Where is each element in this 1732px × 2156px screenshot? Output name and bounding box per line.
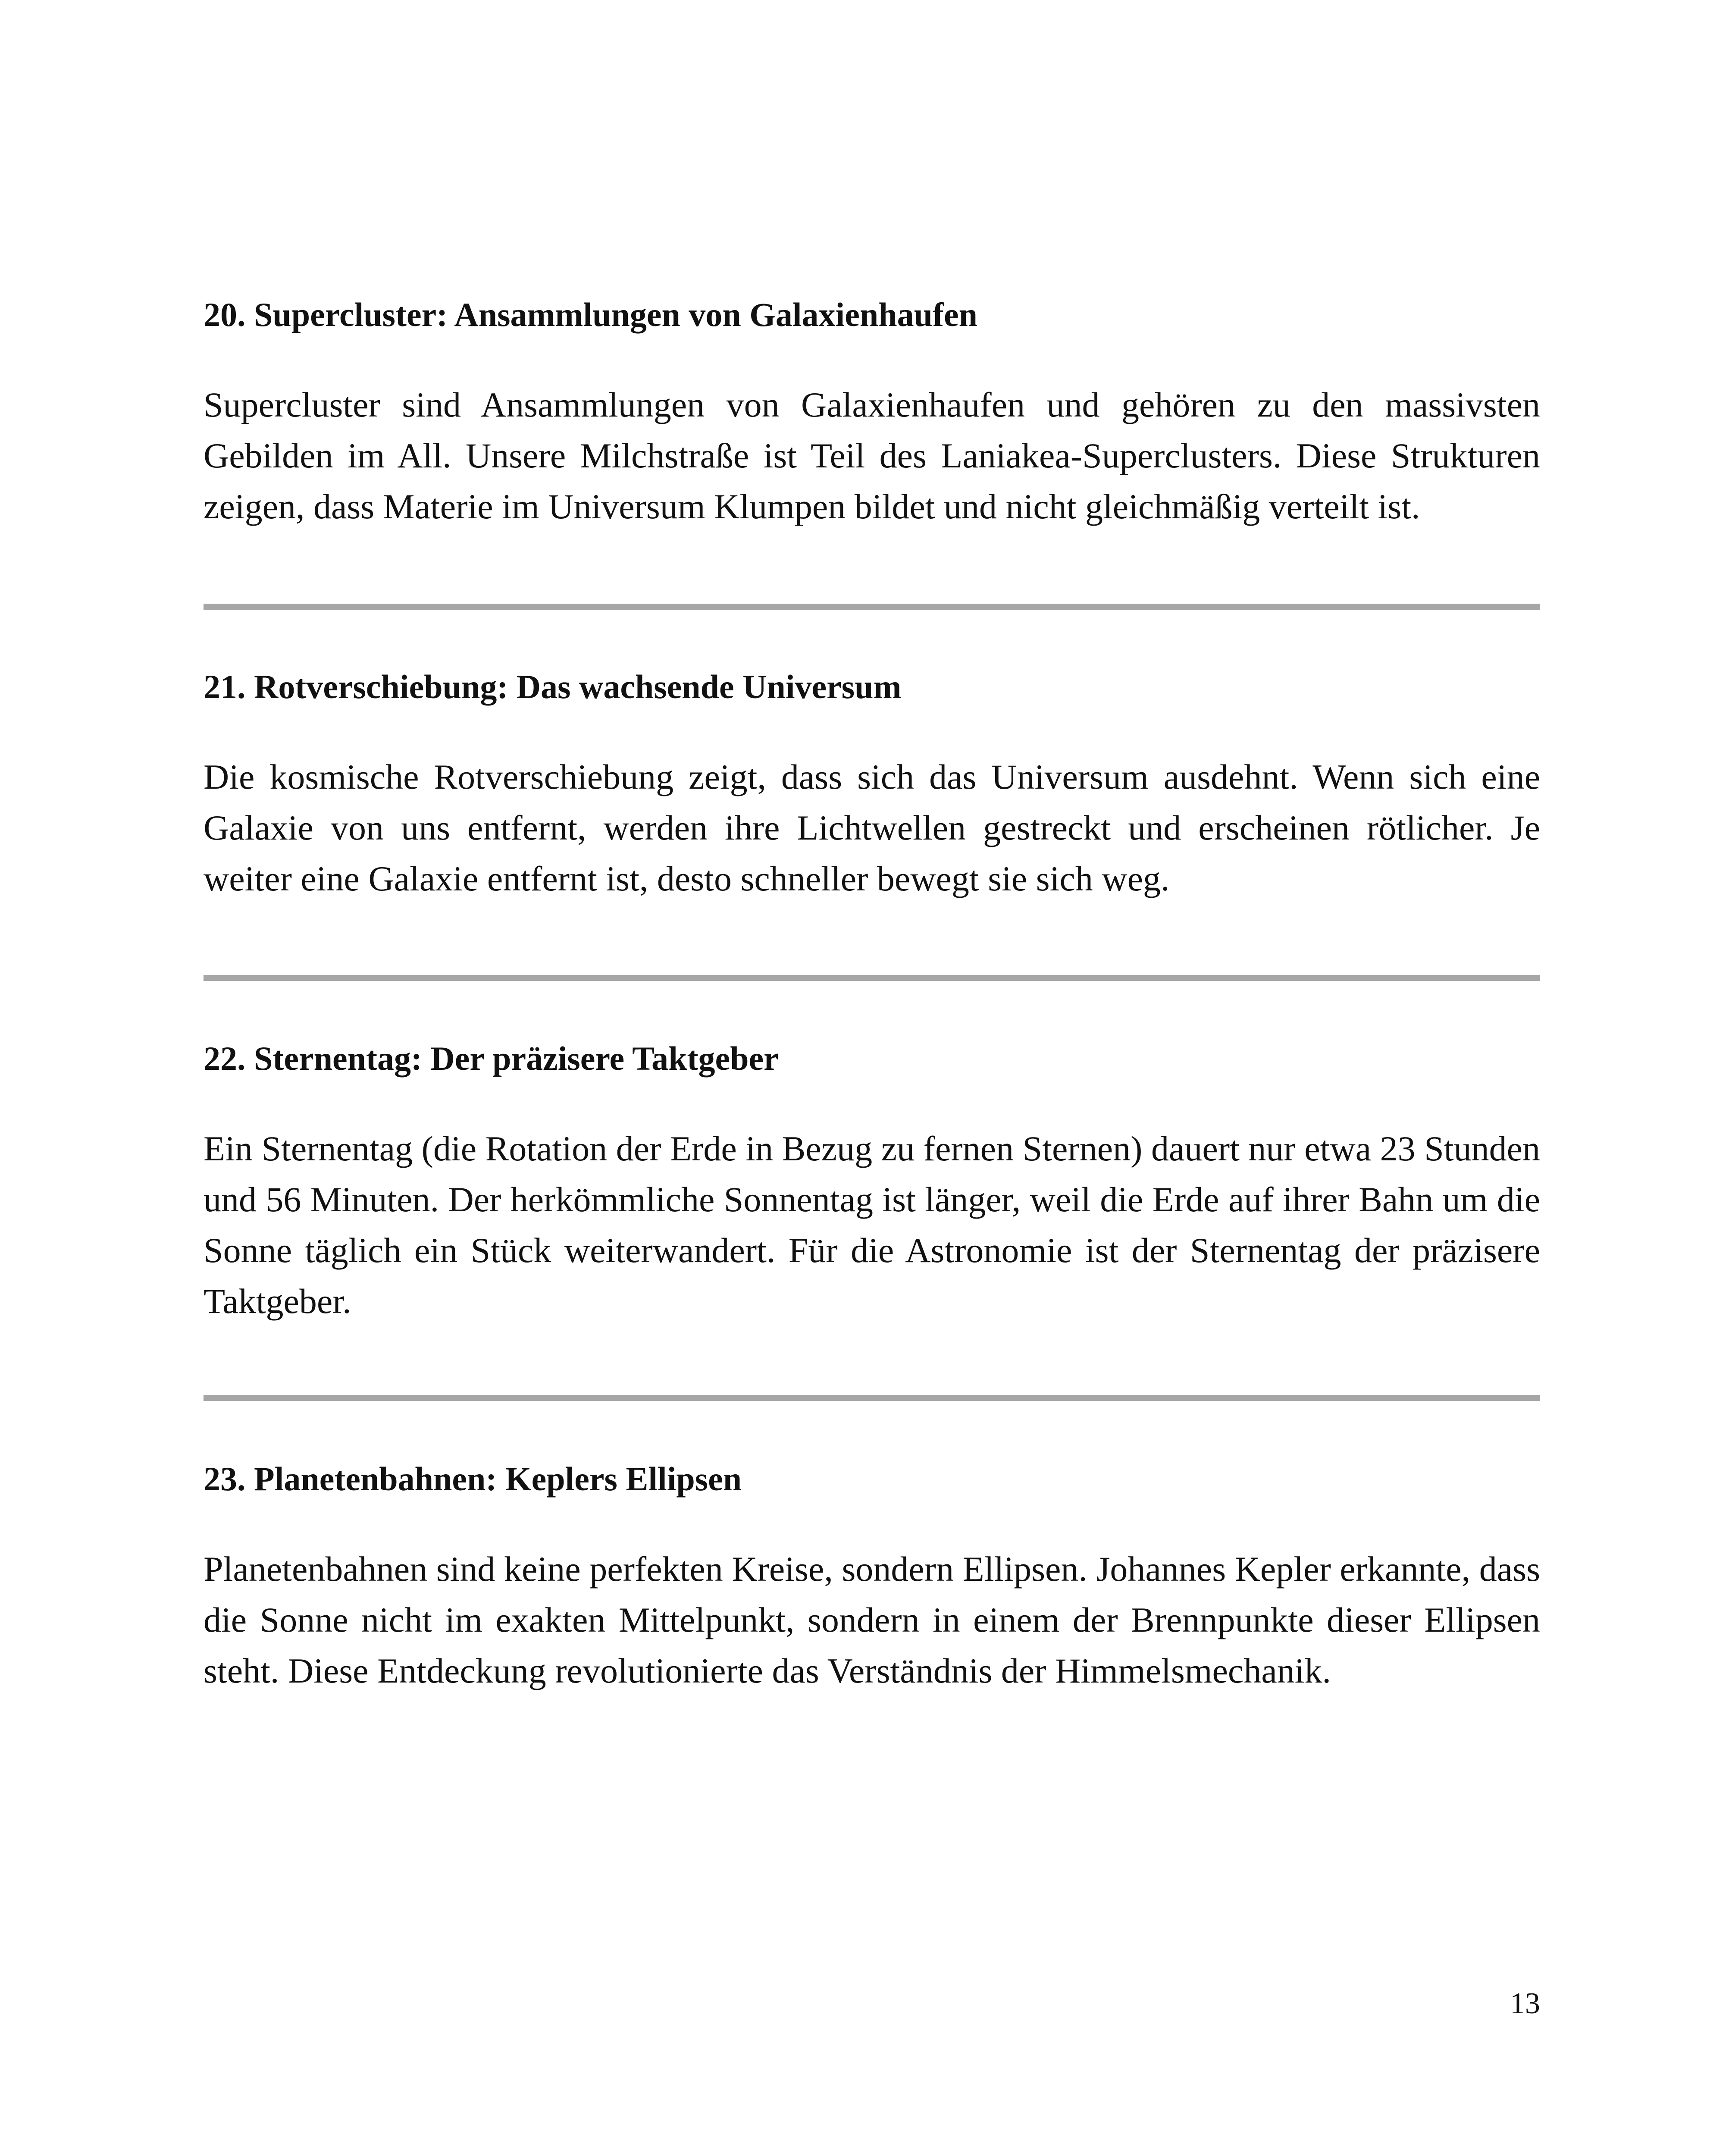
section-20-supercluster [204, 293, 1540, 526]
section-divider [204, 1395, 1540, 1401]
section-divider [204, 975, 1540, 981]
section-paragraph: Die kosmische Rotverschiebung zeigt, dass sich das Universum ausdehnt. Wenn sich eine Galaxie von uns entfernt, werden ihre Lichtwellen gestreckt und erscheinen rötlicher. Je weiter eine Galaxie entfernt ist, desto schneller bewegt sie sich weg. [204, 757, 1540, 898]
section-heading: 22. Sternentag: Der präzisere Taktgeber [204, 1040, 779, 1077]
section-divider [204, 604, 1540, 610]
section-23-planetenbahnen [204, 1457, 1540, 1690]
section-22-sternentag [204, 1037, 1540, 1321]
section-paragraph: Supercluster sind Ansammlungen von Galaxienhaufen und gehören zu den massivsten Gebilden im All. Unsere Milchstraße ist Teil des Laniakea-Superclusters. Diese Strukturen zeigen, dass Materie im Universum Klumpen bildet und nicht gleichmäßig verteilt ist. [204, 385, 1540, 526]
section-paragraph: Planetenbahnen sind keine perfekten Kreise, sondern Ellipsen. Johannes Kepler erkannte, dass die Sonne nicht im exakten Mittelpunkt, sondern in einem der Brennpunkte dieser Ellipsen steht. Diese Entdeckung revolutionierte das Verständnis der Himmelsmechanik. [204, 1549, 1540, 1690]
section-heading: 20. Supercluster: Ansammlungen von Galaxienhaufen [204, 296, 977, 333]
page-number: 13 [1510, 1987, 1540, 2020]
section-heading: 23. Planetenbahnen: Keplers Ellipsen [204, 1460, 742, 1498]
section-paragraph: Ein Sternentag (die Rotation der Erde in Bezug zu fernen Sternen) dauert nur etwa 23 Stunden und 56 Minuten. Der herkömmliche Sonnentag ist länger, weil die Erde auf ihrer Bahn um die Sonne täglich ein Stück weiterwandert. Für die Astronomie ist der Sternentag der präzisere Taktgeber. [204, 1129, 1540, 1321]
section-heading: 21. Rotverschiebung: Das wachsende Universum [204, 668, 902, 705]
section-21-rotverschiebung [204, 665, 1540, 898]
